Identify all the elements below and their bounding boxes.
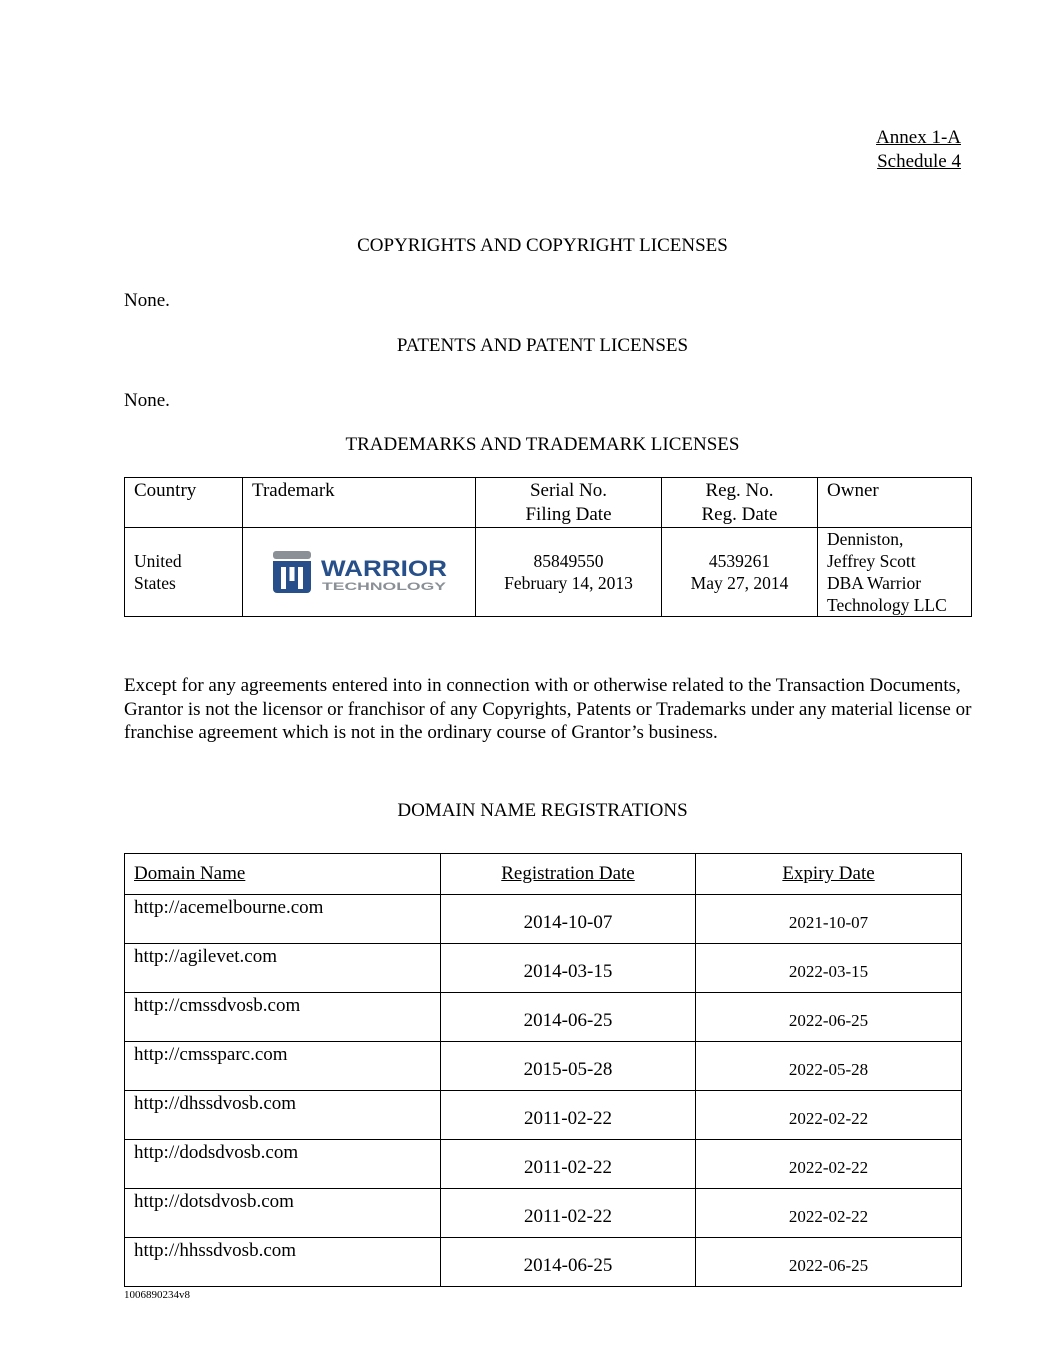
registration-date: 2011-02-22: [441, 1091, 696, 1140]
header-serial: Serial No. Filing Date: [476, 478, 662, 528]
domain-name: http://cmssdvosb.com: [125, 993, 441, 1042]
cell-reg: 4539261 May 27, 2014: [662, 528, 818, 617]
domain-name: http://acemelbourne.com: [125, 895, 441, 944]
table-row: [125, 1238, 962, 1287]
copyrights-heading: COPYRIGHTS AND COPYRIGHT LICENSES: [357, 235, 728, 256]
domain-name: http://hhssdvosb.com: [125, 1238, 441, 1287]
registration-date: 2015-05-28: [441, 1042, 696, 1091]
licensing-paragraph: Except for any agreements entered into in connection with or otherwise related to the Transaction Documents, Grantor is not the licensor or franchisor of any Copyrights, Patents or Trademarks under any material license or franchise agreement which is not in the ordinary course of Grantor’s business.: [124, 675, 972, 743]
table-row: [125, 1091, 962, 1140]
expiry-date: 2022-02-22: [696, 1189, 962, 1238]
registration-date: 2011-02-22: [441, 1189, 696, 1238]
trademark-table: [124, 477, 972, 617]
expiry-date: 2022-06-25: [696, 993, 962, 1042]
table-row: [125, 944, 962, 993]
table-row: [125, 1189, 962, 1238]
copyrights-body: None.: [124, 290, 170, 311]
trademark-header-row: [125, 478, 972, 528]
trademark-row: [125, 528, 972, 617]
header-country: Country: [125, 478, 243, 528]
registration-date: 2011-02-22: [441, 1140, 696, 1189]
header-registration-date: Registration Date: [441, 854, 696, 895]
logo-text-main: WARRIOR: [321, 556, 448, 581]
domain-name: http://dodsdvosb.com: [125, 1140, 441, 1189]
expiry-date: 2022-02-22: [696, 1091, 962, 1140]
domain-name: http://dhssdvosb.com: [125, 1091, 441, 1140]
registration-date: 2014-06-25: [441, 993, 696, 1042]
cell-country: United States: [125, 528, 243, 617]
annex-number: Annex 1-A: [876, 127, 961, 148]
header-reg: Reg. No. Reg. Date: [662, 478, 818, 528]
table-row: [125, 993, 962, 1042]
domain-table: [124, 853, 962, 1287]
patents-body: None.: [124, 390, 170, 411]
domain-name: http://dotsdvosb.com: [125, 1189, 441, 1238]
registration-date: 2014-06-25: [441, 1238, 696, 1287]
expiry-date: 2022-03-15: [696, 944, 962, 993]
domains-heading: DOMAIN NAME REGISTRATIONS: [397, 800, 688, 821]
schedule-number: Schedule 4: [877, 151, 961, 172]
registration-date: 2014-03-15: [441, 944, 696, 993]
domain-name: http://cmssparc.com: [125, 1042, 441, 1091]
header-trademark: Trademark: [243, 478, 476, 528]
table-row: [125, 895, 962, 944]
patents-heading: PATENTS AND PATENT LICENSES: [396, 335, 689, 356]
cell-trademark-logo: [243, 528, 476, 617]
header-domain-name: Domain Name: [125, 854, 441, 895]
expiry-date: 2022-06-25: [696, 1238, 962, 1287]
annex-label: [876, 126, 961, 174]
cell-serial: 85849550 February 14, 2013: [476, 528, 662, 617]
header-expiry-date: Expiry Date: [696, 854, 962, 895]
trademarks-heading: TRADEMARKS AND TRADEMARK LICENSES: [345, 434, 740, 455]
table-row: [125, 1042, 962, 1091]
logo-text-sub: TECHNOLOGY: [322, 581, 448, 593]
header-owner: Owner: [818, 478, 972, 528]
expiry-date: 2022-02-22: [696, 1140, 962, 1189]
expiry-date: 2022-05-28: [696, 1042, 962, 1091]
warrior-technology-logo: [269, 549, 449, 595]
cell-owner: Denniston, Jeffrey Scott DBA Warrior Technology LLC: [818, 528, 972, 617]
domain-header-row: [125, 854, 962, 895]
expiry-date: 2021-10-07: [696, 895, 962, 944]
document-id-footer: 1006890234v8: [124, 1289, 190, 1301]
table-row: [125, 1140, 962, 1189]
domain-name: http://agilevet.com: [125, 944, 441, 993]
registration-date: 2014-10-07: [441, 895, 696, 944]
